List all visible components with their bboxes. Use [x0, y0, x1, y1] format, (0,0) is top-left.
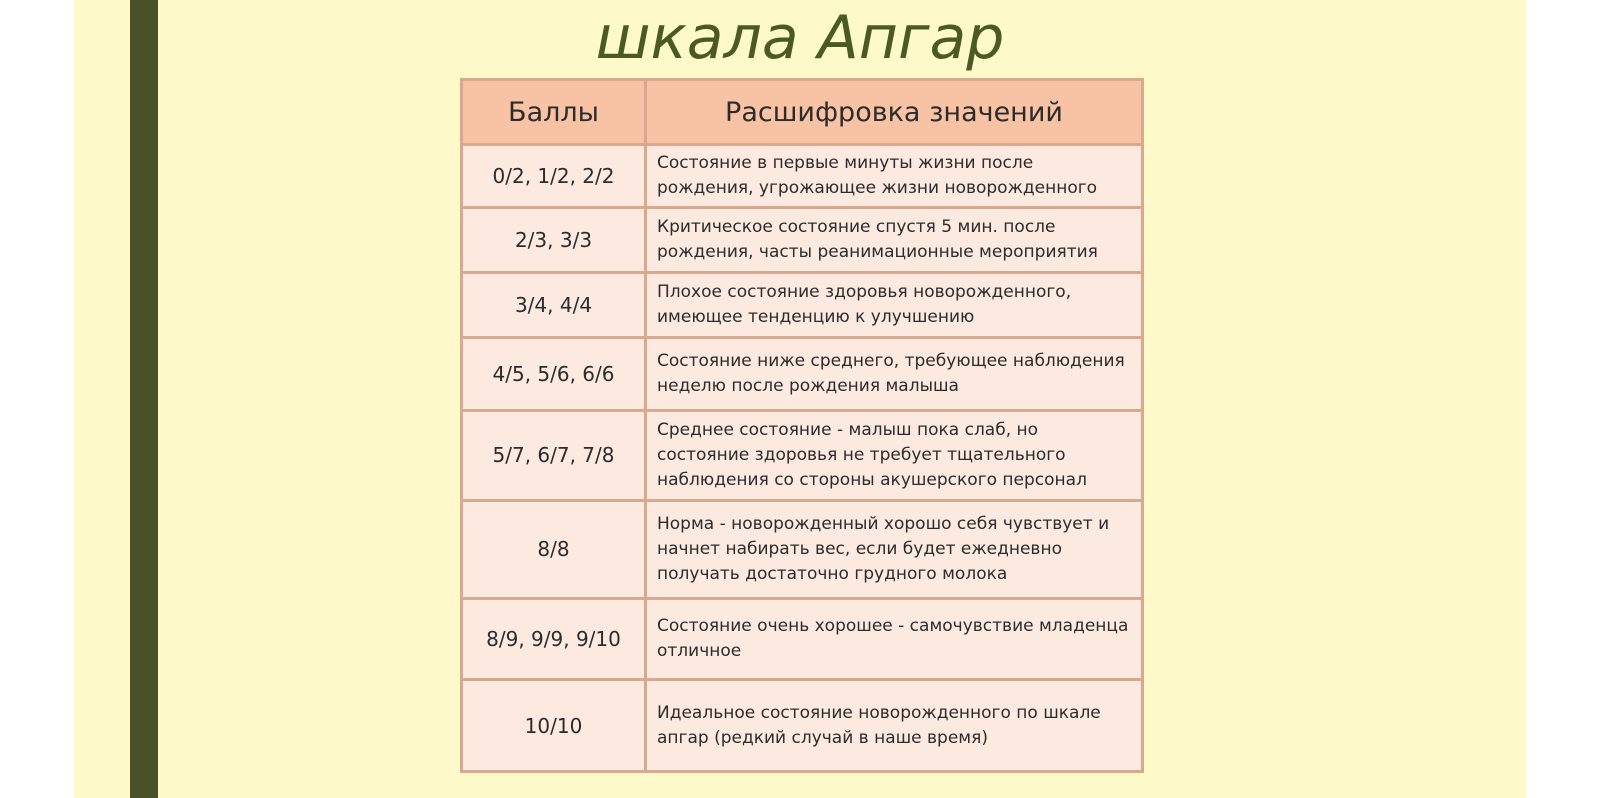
table-row	[463, 339, 1141, 409]
table-row	[463, 681, 1141, 770]
table-row	[463, 412, 1141, 499]
slide-side-bar	[130, 0, 158, 798]
table-row	[463, 274, 1141, 336]
score-cell: 8/8	[463, 502, 644, 597]
description-cell: Состояние ниже среднего, требующее наблюдения неделю после рождения малыша	[647, 339, 1141, 409]
score-cell: 4/5, 5/6, 6/6	[463, 339, 644, 409]
score-cell: 8/9, 9/9, 9/10	[463, 600, 644, 678]
table-row	[463, 146, 1141, 206]
table-row	[463, 209, 1141, 271]
description-cell: Среднее состояние - малыш пока слаб, но состояние здоровья не требует тщательного наблюдения со стороны акушерского персонал	[647, 412, 1141, 499]
apgar-table	[460, 78, 1144, 773]
description-cell: Состояние в первые минуты жизни после рождения, угрожающее жизни новорожденного	[647, 146, 1141, 206]
description-cell: Состояние очень хорошее - самочувствие младенца отличное	[647, 600, 1141, 678]
description-cell: Идеальное состояние новорожденного по шкале апгар (редкий случай в наше время)	[647, 681, 1141, 770]
score-cell: 0/2, 1/2, 2/2	[463, 146, 644, 206]
score-cell: 5/7, 6/7, 7/8	[463, 412, 644, 499]
apgar-table-container	[460, 78, 1144, 773]
header-score: Баллы	[463, 81, 644, 143]
slide-title: шкала Апгар	[595, 3, 1005, 73]
score-cell: 3/4, 4/4	[463, 274, 644, 336]
table-row	[463, 502, 1141, 597]
table-row	[463, 600, 1141, 678]
score-cell: 2/3, 3/3	[463, 209, 644, 271]
description-cell: Критическое состояние спустя 5 мин. после рождения, часты реанимационные мероприятия	[647, 209, 1141, 271]
description-cell: Плохое состояние здоровья новорожденного, имеющее тенденцию к улучшению	[647, 274, 1141, 336]
score-cell: 10/10	[463, 681, 644, 770]
header-description: Расшифровка значений	[647, 81, 1141, 143]
description-cell: Норма - новорожденный хорошо себя чувствует и начнет набирать вес, если будет ежедневно получать достаточно грудного молока	[647, 502, 1141, 597]
table-header-row	[463, 81, 1141, 143]
